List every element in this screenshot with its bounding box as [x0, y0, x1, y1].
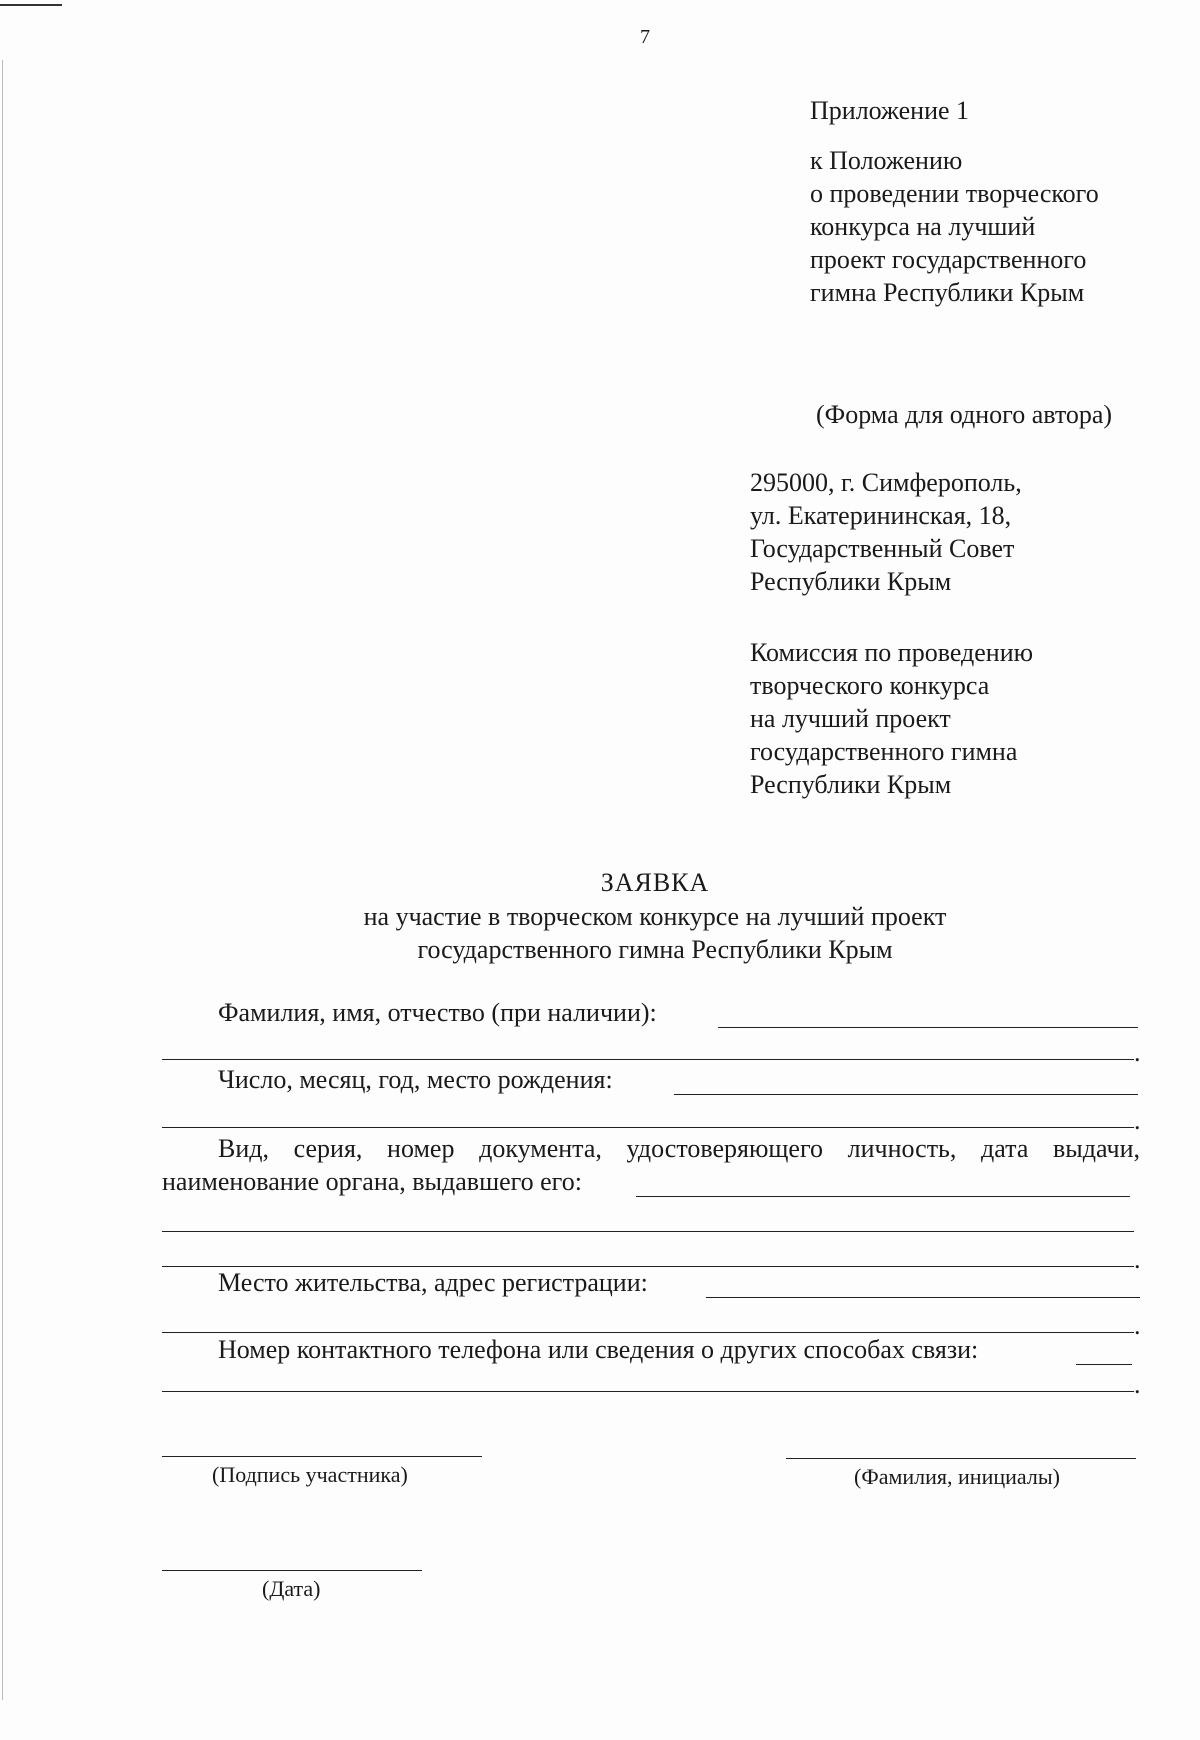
residence-input-line[interactable]: [706, 1297, 1140, 1298]
line-end-mark: .: [1134, 1038, 1141, 1067]
line-end-mark: .: [1134, 1106, 1141, 1135]
commission-line: на лучший проект: [750, 704, 951, 733]
document-label: Вид, серия, номер документа, удостоверяющего личность, дата выдачи,: [218, 1134, 1140, 1163]
line-end-mark: .: [1134, 1370, 1141, 1399]
document-continuation-line[interactable]: [162, 1231, 1134, 1232]
address-line: 295000, г. Симферополь,: [750, 468, 1022, 497]
residence-label: Место жительства, адрес регистрации:: [218, 1268, 648, 1297]
contact-label: Номер контактного телефона или сведения о других способах связи:: [218, 1335, 979, 1364]
birth-input-line[interactable]: [674, 1094, 1138, 1095]
appendix-title: Приложение 1: [810, 96, 970, 125]
document-input-line[interactable]: [636, 1196, 1130, 1197]
address-line: Республики Крым: [750, 567, 952, 596]
commission-line: государственного гимна: [750, 737, 1018, 766]
contact-input-line[interactable]: [1076, 1364, 1132, 1365]
document-subtitle-line: государственного гимна Республики Крым: [417, 935, 893, 964]
residence-continuation-line[interactable]: [162, 1332, 1134, 1333]
full-name-label: Фамилия, имя, отчество (при наличии):: [218, 998, 657, 1027]
birth-label: Число, месяц, год, место рождения:: [218, 1065, 613, 1094]
document-title: ЗАЯВКА: [600, 868, 710, 897]
full-name-continuation-line[interactable]: [162, 1059, 1134, 1060]
date-line[interactable]: [162, 1570, 422, 1571]
surname-initials-caption: (Фамилия, инициалы): [854, 1464, 1060, 1489]
recipient-address: [750, 466, 1022, 598]
document-continuation-line[interactable]: [162, 1266, 1134, 1267]
commission-line: Комиссия по проведению: [750, 638, 1034, 667]
appendix-line: гимна Республики Крым: [810, 278, 1085, 307]
birth-continuation-line[interactable]: [162, 1127, 1134, 1128]
appendix-line: к Положению: [810, 146, 963, 175]
recipient-commission: [750, 636, 1033, 801]
commission-line: творческого конкурса: [750, 671, 990, 700]
appendix-reference: [810, 144, 1099, 309]
address-line: Государственный Совет: [750, 534, 1015, 563]
address-line: ул. Екатерининская, 18,: [750, 501, 1012, 530]
appendix-line: о проведении творческого: [810, 179, 1099, 208]
signature-caption: (Подпись участника): [212, 1462, 408, 1487]
surname-initials-line[interactable]: [786, 1458, 1136, 1459]
line-end-mark: .: [1134, 1311, 1141, 1340]
date-caption: (Дата): [262, 1576, 321, 1601]
document-label-continued: наименование органа, выдавшего его:: [162, 1167, 582, 1196]
appendix-line: конкурса на лучший: [810, 212, 1036, 241]
contact-continuation-line[interactable]: [162, 1391, 1134, 1392]
page-number: 7: [640, 26, 650, 48]
full-name-input-line[interactable]: [718, 1027, 1138, 1028]
line-end-mark: .: [1134, 1245, 1141, 1274]
scan-corner-mark: [0, 4, 62, 6]
commission-line: Республики Крым: [750, 770, 952, 799]
appendix-line: проект государственного: [810, 245, 1087, 274]
document-subtitle-line: на участие в творческом конкурсе на лучший проект: [363, 902, 947, 931]
form-note: (Форма для одного автора): [816, 400, 1113, 429]
signature-line[interactable]: [162, 1456, 482, 1457]
